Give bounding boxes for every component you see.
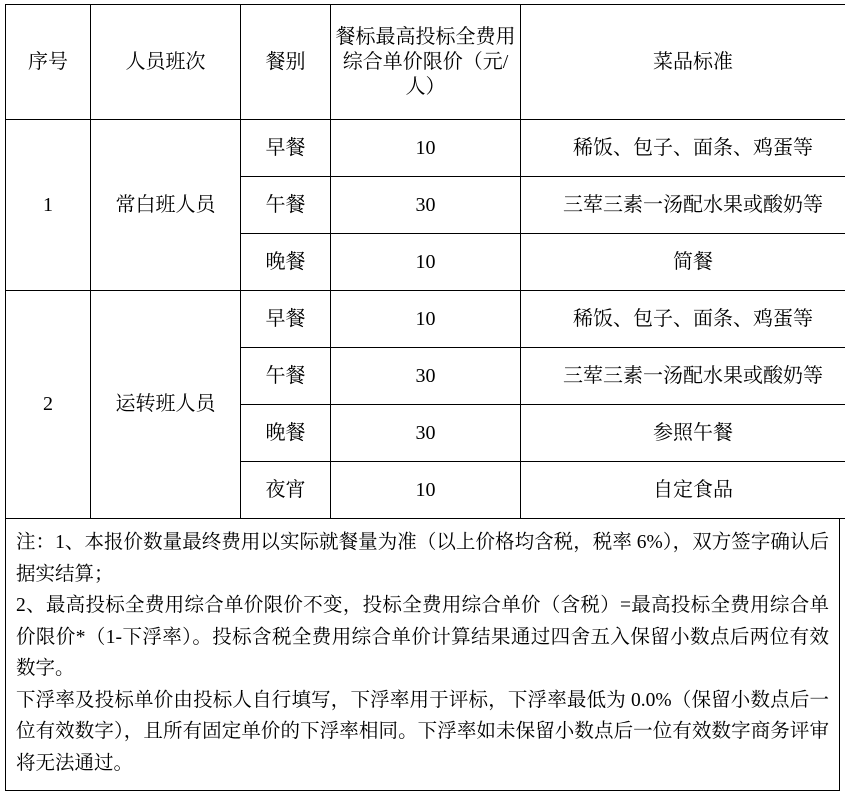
cell-standard: 三荤三素一汤配水果或酸奶等 xyxy=(521,177,845,234)
header-price-cap: 餐标最高投标全费用综合单价限价（元/人） xyxy=(331,5,521,120)
notes-section xyxy=(5,519,840,791)
header-shift: 人员班次 xyxy=(91,5,241,120)
table-header-row xyxy=(6,5,845,120)
table-body xyxy=(6,5,845,519)
group-seq: 2 xyxy=(6,291,91,519)
note-1: 注：1、本报价数量最终费用以实际就餐量为准（以上价格均含税，税率 6%），双方签字确认后据实结算； xyxy=(16,527,829,590)
note-3: 下浮率及投标单价由投标人自行填写，下浮率用于评标，下浮率最低为 0.0%（保留小数点后一位有效数字），且所有固定单价的下浮率相同。下浮率如未保留小数点后一位有效数字商务评审将无法通过。 xyxy=(16,685,829,780)
cell-price: 10 xyxy=(331,120,521,177)
cell-standard: 简餐 xyxy=(521,234,845,291)
cell-meal: 早餐 xyxy=(241,120,331,177)
cell-meal: 午餐 xyxy=(241,348,331,405)
cell-price: 30 xyxy=(331,348,521,405)
group-shift: 运转班人员 xyxy=(91,291,241,519)
cell-meal: 晚餐 xyxy=(241,234,331,291)
group-shift: 常白班人员 xyxy=(91,120,241,291)
header-meal: 餐别 xyxy=(241,5,331,120)
cell-standard: 稀饭、包子、面条、鸡蛋等 xyxy=(521,291,845,348)
cell-meal: 午餐 xyxy=(241,177,331,234)
cell-standard: 稀饭、包子、面条、鸡蛋等 xyxy=(521,120,845,177)
cell-price: 30 xyxy=(331,177,521,234)
meal-standard-table xyxy=(5,4,845,519)
cell-price: 10 xyxy=(331,234,521,291)
cell-standard: 自定食品 xyxy=(521,462,845,519)
cell-standard: 参照午餐 xyxy=(521,405,845,462)
cell-meal: 夜宵 xyxy=(241,462,331,519)
table-row xyxy=(6,291,845,348)
cell-price: 30 xyxy=(331,405,521,462)
cell-meal: 晚餐 xyxy=(241,405,331,462)
cell-standard: 三荤三素一汤配水果或酸奶等 xyxy=(521,348,845,405)
note-2: 2、最高投标全费用综合单价限价不变，投标全费用综合单价（含税）=最高投标全费用综合单价限价*（1-下浮率）。投标含税全费用综合单价计算结果通过四舍五入保留小数点后两位有效数字。 xyxy=(16,590,829,685)
table-row xyxy=(6,120,845,177)
cell-meal: 早餐 xyxy=(241,291,331,348)
header-seq: 序号 xyxy=(6,5,91,120)
cell-price: 10 xyxy=(331,291,521,348)
cell-price: 10 xyxy=(331,462,521,519)
group-seq: 1 xyxy=(6,120,91,291)
header-dish-standard: 菜品标准 xyxy=(521,5,845,120)
